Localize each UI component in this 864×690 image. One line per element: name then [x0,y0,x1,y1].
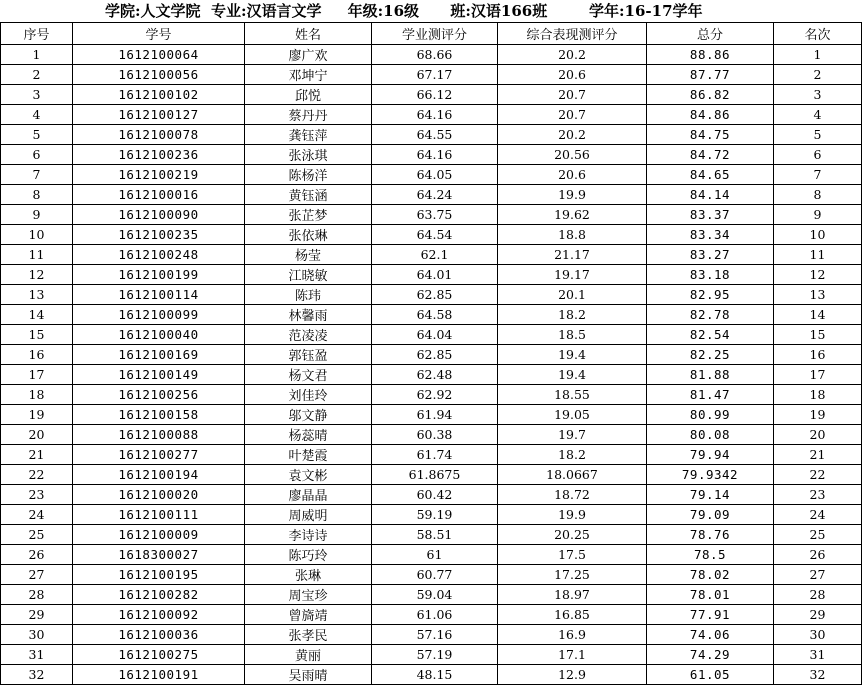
cell-total-score: 88.86 [647,45,774,65]
cell-rank: 25 [774,525,862,545]
cell-seq: 18 [1,385,73,405]
cell-rank: 3 [774,85,862,105]
cell-seq: 27 [1,565,73,585]
cell-seq: 2 [1,65,73,85]
cell-seq: 22 [1,465,73,485]
table-row [1,445,862,465]
cell-total-score: 83.37 [647,205,774,225]
cell-name: 江晓敏 [245,265,372,285]
table-body [1,45,862,685]
cell-student-id: 1612100277 [73,445,245,465]
cell-academic-score: 66.12 [372,85,498,105]
cell-rank: 21 [774,445,862,465]
cell-student-id: 1612100064 [73,45,245,65]
cell-rank: 5 [774,125,862,145]
cell-name: 吴雨晴 [245,665,372,685]
cell-seq: 13 [1,285,73,305]
cell-performance-score: 20.7 [498,85,647,105]
cell-rank: 18 [774,385,862,405]
cell-seq: 12 [1,265,73,285]
cell-student-id: 1612100158 [73,405,245,425]
cell-total-score: 79.9342 [647,465,774,485]
cell-student-id: 1612100256 [73,385,245,405]
cell-seq: 24 [1,505,73,525]
cell-total-score: 81.47 [647,385,774,405]
cell-academic-score: 61.94 [372,405,498,425]
cell-academic-score: 62.48 [372,365,498,385]
table-row [1,565,862,585]
cell-seq: 29 [1,605,73,625]
cell-student-id: 1612100275 [73,645,245,665]
cell-total-score: 77.91 [647,605,774,625]
cell-name: 张孝民 [245,625,372,645]
cell-name: 袁文彬 [245,465,372,485]
cell-name: 刘佳玲 [245,385,372,405]
cell-academic-score: 58.51 [372,525,498,545]
cell-student-id: 1612100235 [73,225,245,245]
cell-performance-score: 20.2 [498,125,647,145]
cell-performance-score: 20.6 [498,165,647,185]
table-row [1,585,862,605]
column-header-performance-score: 综合表现测评分 [498,23,647,45]
cell-rank: 29 [774,605,862,625]
cell-academic-score: 57.16 [372,625,498,645]
cell-name: 曾旖靖 [245,605,372,625]
cell-academic-score: 60.77 [372,565,498,585]
table-row [1,385,862,405]
table-row [1,625,862,645]
table-row [1,345,862,365]
cell-performance-score: 20.7 [498,105,647,125]
cell-total-score: 78.02 [647,565,774,585]
cell-performance-score: 18.8 [498,225,647,245]
cell-rank: 2 [774,65,862,85]
cell-name: 叶楚霞 [245,445,372,465]
cell-total-score: 81.88 [647,365,774,385]
cell-total-score: 84.86 [647,105,774,125]
table-row [1,145,862,165]
cell-rank: 23 [774,485,862,505]
cell-name: 周威明 [245,505,372,525]
table-row [1,45,862,65]
cell-academic-score: 59.04 [372,585,498,605]
cell-name: 陈杨洋 [245,165,372,185]
cell-rank: 9 [774,205,862,225]
cell-seq: 15 [1,325,73,345]
cell-seq: 5 [1,125,73,145]
column-header-seq: 序号 [1,23,73,45]
cell-student-id: 1612100102 [73,85,245,105]
cell-total-score: 83.27 [647,245,774,265]
cell-rank: 10 [774,225,862,245]
table-row [1,505,862,525]
cell-name: 邱悦 [245,85,372,105]
cell-rank: 32 [774,665,862,685]
cell-total-score: 74.29 [647,645,774,665]
cell-name: 周宝珍 [245,585,372,605]
cell-academic-score: 68.66 [372,45,498,65]
cell-student-id: 1612100191 [73,665,245,685]
cell-name: 黄钰涵 [245,185,372,205]
cell-total-score: 87.77 [647,65,774,85]
table-row [1,405,862,425]
cell-seq: 16 [1,345,73,365]
score-table [0,22,862,685]
cell-performance-score: 20.56 [498,145,647,165]
column-header-academic-score: 学业测评分 [372,23,498,45]
cell-rank: 6 [774,145,862,165]
cell-performance-score: 19.4 [498,365,647,385]
table-row [1,225,862,245]
cell-total-score: 80.08 [647,425,774,445]
cell-academic-score: 60.38 [372,425,498,445]
cell-performance-score: 19.4 [498,345,647,365]
cell-student-id: 1612100195 [73,565,245,585]
cell-name: 张泳琪 [245,145,372,165]
cell-performance-score: 19.17 [498,265,647,285]
cell-name: 杨文君 [245,365,372,385]
cell-seq: 8 [1,185,73,205]
cell-performance-score: 21.17 [498,245,647,265]
cell-student-id: 1612100099 [73,305,245,325]
cell-seq: 6 [1,145,73,165]
cell-academic-score: 64.05 [372,165,498,185]
table-row [1,245,862,265]
cell-name: 张琳 [245,565,372,585]
table-row [1,605,862,625]
cell-student-id: 1612100078 [73,125,245,145]
cell-rank: 13 [774,285,862,305]
cell-rank: 26 [774,545,862,565]
cell-performance-score: 17.1 [498,645,647,665]
cell-performance-score: 18.72 [498,485,647,505]
table-row [1,305,862,325]
cell-academic-score: 64.55 [372,125,498,145]
table-row [1,485,862,505]
column-header-total-score: 总分 [647,23,774,45]
cell-seq: 7 [1,165,73,185]
cell-student-id: 1612100194 [73,465,245,485]
cell-performance-score: 19.9 [498,185,647,205]
cell-student-id: 1612100199 [73,265,245,285]
cell-rank: 24 [774,505,862,525]
cell-name: 廖晶晶 [245,485,372,505]
cell-total-score: 83.34 [647,225,774,245]
cell-name: 廖广欢 [245,45,372,65]
cell-performance-score: 16.85 [498,605,647,625]
cell-total-score: 80.99 [647,405,774,425]
cell-student-id: 1612100111 [73,505,245,525]
cell-student-id: 1612100088 [73,425,245,445]
cell-performance-score: 12.9 [498,665,647,685]
cell-performance-score: 18.2 [498,445,647,465]
cell-seq: 19 [1,405,73,425]
cell-total-score: 74.06 [647,625,774,645]
cell-student-id: 1612100248 [73,245,245,265]
cell-name: 李诗诗 [245,525,372,545]
cell-seq: 28 [1,585,73,605]
cell-academic-score: 64.24 [372,185,498,205]
cell-academic-score: 48.15 [372,665,498,685]
table-row [1,665,862,685]
cell-student-id: 1612100219 [73,165,245,185]
table-row [1,265,862,285]
cell-academic-score: 61.06 [372,605,498,625]
cell-rank: 16 [774,345,862,365]
cell-seq: 25 [1,525,73,545]
cell-performance-score: 19.05 [498,405,647,425]
table-row [1,645,862,665]
cell-rank: 22 [774,465,862,485]
cell-student-id: 1612100020 [73,485,245,505]
cell-academic-score: 64.04 [372,325,498,345]
cell-student-id: 1612100236 [73,145,245,165]
column-header-name: 姓名 [245,23,372,45]
cell-name: 陈巧玲 [245,545,372,565]
cell-performance-score: 17.25 [498,565,647,585]
table-row [1,85,862,105]
cell-rank: 30 [774,625,862,645]
table-row [1,325,862,345]
table-row [1,105,862,125]
cell-student-id: 1612100056 [73,65,245,85]
cell-performance-score: 18.2 [498,305,647,325]
cell-academic-score: 60.42 [372,485,498,505]
cell-rank: 14 [774,305,862,325]
cell-seq: 26 [1,545,73,565]
cell-performance-score: 20.2 [498,45,647,65]
cell-seq: 1 [1,45,73,65]
cell-rank: 7 [774,165,862,185]
cell-student-id: 1612100149 [73,365,245,385]
cell-academic-score: 62.85 [372,345,498,365]
cell-rank: 28 [774,585,862,605]
cell-performance-score: 18.5 [498,325,647,345]
cell-student-id: 1612100090 [73,205,245,225]
cell-rank: 27 [774,565,862,585]
cell-student-id: 1612100092 [73,605,245,625]
cell-seq: 23 [1,485,73,505]
cell-name: 杨蕊晴 [245,425,372,445]
cell-seq: 10 [1,225,73,245]
cell-total-score: 78.01 [647,585,774,605]
cell-performance-score: 19.9 [498,505,647,525]
cell-academic-score: 61.74 [372,445,498,465]
cell-seq: 30 [1,625,73,645]
cell-academic-score: 57.19 [372,645,498,665]
cell-student-id: 1618300027 [73,545,245,565]
cell-academic-score: 61 [372,545,498,565]
cell-total-score: 82.54 [647,325,774,345]
cell-total-score: 79.09 [647,505,774,525]
cell-seq: 17 [1,365,73,385]
sheet-title: 学院:人文学院 专业:汉语言文学 年级:16级 班:汉语166班 学年:16-17学年 [105,2,703,20]
cell-academic-score: 64.16 [372,105,498,125]
cell-performance-score: 20.25 [498,525,647,545]
cell-academic-score: 64.16 [372,145,498,165]
cell-student-id: 1612100114 [73,285,245,305]
cell-name: 邬文静 [245,405,372,425]
cell-academic-score: 62.1 [372,245,498,265]
table-row [1,205,862,225]
cell-academic-score: 62.92 [372,385,498,405]
cell-rank: 8 [774,185,862,205]
table-row [1,125,862,145]
cell-seq: 9 [1,205,73,225]
cell-seq: 31 [1,645,73,665]
table-row [1,465,862,485]
table-header-row [1,23,862,45]
cell-rank: 11 [774,245,862,265]
cell-student-id: 1612100016 [73,185,245,205]
cell-academic-score: 59.19 [372,505,498,525]
cell-rank: 31 [774,645,862,665]
cell-rank: 20 [774,425,862,445]
cell-total-score: 84.14 [647,185,774,205]
cell-seq: 11 [1,245,73,265]
cell-academic-score: 64.58 [372,305,498,325]
cell-name: 林馨雨 [245,305,372,325]
table-row [1,185,862,205]
cell-total-score: 78.5 [647,545,774,565]
cell-student-id: 1612100169 [73,345,245,365]
cell-name: 龚钰萍 [245,125,372,145]
cell-total-score: 86.82 [647,85,774,105]
cell-student-id: 1612100282 [73,585,245,605]
cell-name: 蔡丹丹 [245,105,372,125]
table-row [1,165,862,185]
table-row [1,365,862,385]
cell-total-score: 79.14 [647,485,774,505]
cell-student-id: 1612100127 [73,105,245,125]
cell-total-score: 84.65 [647,165,774,185]
table-row [1,285,862,305]
table-row [1,425,862,445]
cell-total-score: 82.25 [647,345,774,365]
cell-total-score: 84.75 [647,125,774,145]
cell-total-score: 82.95 [647,285,774,305]
cell-performance-score: 18.55 [498,385,647,405]
cell-performance-score: 20.6 [498,65,647,85]
cell-name: 邓坤宁 [245,65,372,85]
cell-academic-score: 61.8675 [372,465,498,485]
table-row [1,65,862,85]
cell-academic-score: 64.01 [372,265,498,285]
cell-total-score: 78.76 [647,525,774,545]
cell-student-id: 1612100040 [73,325,245,345]
cell-name: 张依琳 [245,225,372,245]
cell-performance-score: 20.1 [498,285,647,305]
cell-name: 陈玮 [245,285,372,305]
cell-seq: 4 [1,105,73,125]
cell-rank: 19 [774,405,862,425]
cell-name: 郭钰盈 [245,345,372,365]
cell-total-score: 84.72 [647,145,774,165]
cell-academic-score: 67.17 [372,65,498,85]
cell-academic-score: 63.75 [372,205,498,225]
cell-performance-score: 18.0667 [498,465,647,485]
table-row [1,525,862,545]
cell-seq: 21 [1,445,73,465]
cell-name: 杨莹 [245,245,372,265]
cell-performance-score: 19.7 [498,425,647,445]
cell-academic-score: 62.85 [372,285,498,305]
cell-student-id: 1612100036 [73,625,245,645]
cell-performance-score: 18.97 [498,585,647,605]
cell-rank: 1 [774,45,862,65]
column-header-rank: 名次 [774,23,862,45]
cell-rank: 4 [774,105,862,125]
cell-seq: 3 [1,85,73,105]
cell-rank: 15 [774,325,862,345]
cell-name: 黄丽 [245,645,372,665]
cell-academic-score: 64.54 [372,225,498,245]
cell-seq: 14 [1,305,73,325]
cell-name: 范凌凌 [245,325,372,345]
cell-total-score: 83.18 [647,265,774,285]
cell-total-score: 82.78 [647,305,774,325]
cell-rank: 12 [774,265,862,285]
cell-seq: 32 [1,665,73,685]
cell-performance-score: 17.5 [498,545,647,565]
cell-total-score: 61.05 [647,665,774,685]
cell-student-id: 1612100009 [73,525,245,545]
cell-rank: 17 [774,365,862,385]
table-row [1,545,862,565]
cell-name: 张芷梦 [245,205,372,225]
cell-seq: 20 [1,425,73,445]
cell-performance-score: 16.9 [498,625,647,645]
cell-total-score: 79.94 [647,445,774,465]
column-header-student-id: 学号 [73,23,245,45]
cell-performance-score: 19.62 [498,205,647,225]
